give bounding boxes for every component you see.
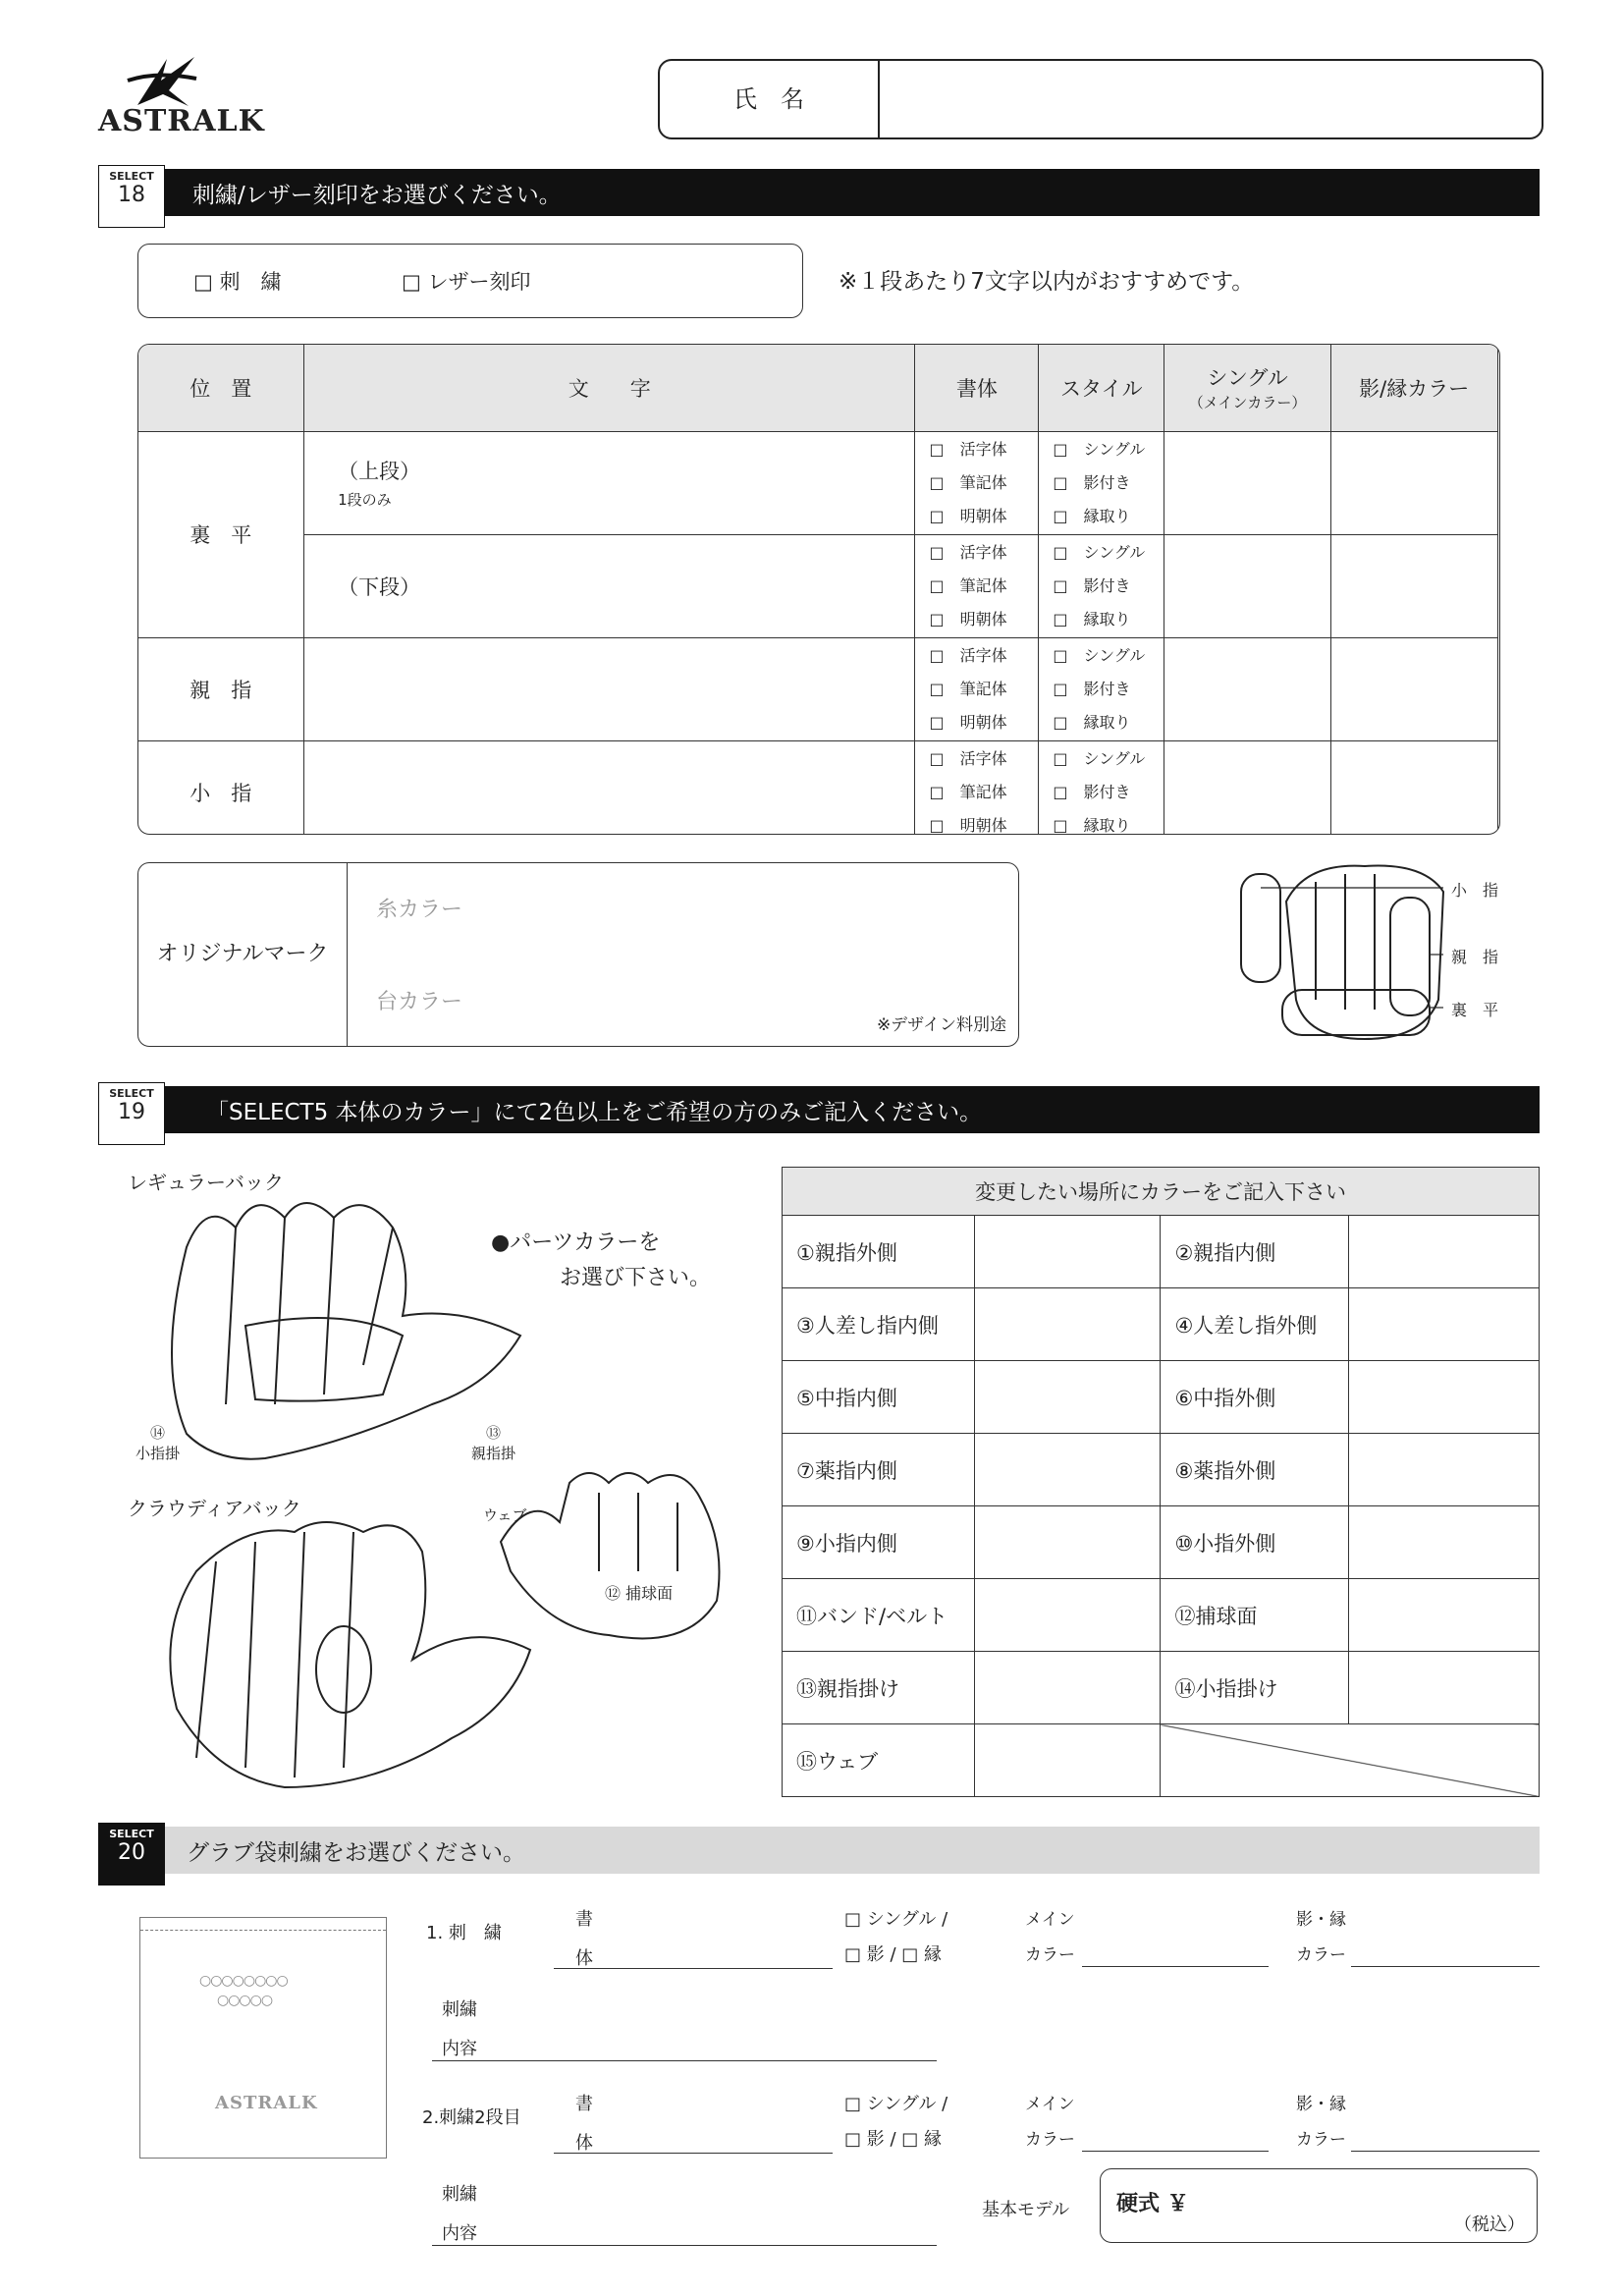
diagram-label-urahira: 裏 平 bbox=[1451, 1001, 1499, 1019]
style-check[interactable]: □ 影付き bbox=[1053, 782, 1131, 801]
shadow-label-2a: 影・縁 bbox=[1296, 2095, 1346, 2114]
style-check[interactable]: □ シングル bbox=[1053, 748, 1146, 768]
diagram-label-oyayubi: 親 指 bbox=[1451, 948, 1499, 966]
glove-bag bbox=[139, 1917, 387, 2159]
single-color-cell[interactable] bbox=[1164, 431, 1331, 534]
tag-number: 20 bbox=[118, 1840, 145, 1865]
single-color-cell[interactable] bbox=[1164, 740, 1331, 835]
color-input[interactable] bbox=[1349, 1361, 1540, 1434]
brand-logo bbox=[98, 51, 265, 138]
original-mark-label: オリジナルマーク bbox=[138, 863, 348, 1046]
single-option-1[interactable]: □ シングル / bbox=[844, 1909, 948, 1930]
empty-cell bbox=[1161, 1724, 1540, 1797]
style-check[interactable]: □ 影付き bbox=[1053, 472, 1131, 492]
row-koyubi: 小 指 bbox=[137, 740, 304, 835]
shadow-label-1b: カラー bbox=[1296, 1945, 1346, 1965]
tax-label: （税込） bbox=[1454, 2214, 1525, 2235]
parts-note-2: お選び下さい。 bbox=[560, 1266, 712, 1290]
main-label-1b: カラー bbox=[1025, 1945, 1075, 1965]
cell-label: ⑦薬指内側 bbox=[783, 1434, 975, 1506]
upper-note: 1段のみ bbox=[338, 491, 392, 509]
cell-label: ⑨小指内側 bbox=[783, 1506, 975, 1579]
font-check[interactable]: □ 明朝体 bbox=[929, 712, 1007, 732]
bag-circles-1: ○○○○○○○○ bbox=[199, 1973, 288, 1989]
font-check[interactable]: □ 活字体 bbox=[929, 542, 1007, 562]
tag-select-label: SELECT bbox=[109, 1087, 154, 1100]
style-checks[interactable] bbox=[1039, 740, 1164, 835]
select19-bar bbox=[98, 1086, 1540, 1133]
col-single bbox=[1164, 344, 1331, 431]
style-check[interactable]: □ 縁取り bbox=[1053, 609, 1131, 629]
font-field-1[interactable] bbox=[554, 1905, 833, 1969]
select18-title: 刺繍/レザー刻印をお選びください。 bbox=[192, 182, 562, 208]
cell-label: ⑥中指外側 bbox=[1161, 1361, 1349, 1434]
content-field-2[interactable] bbox=[432, 2180, 937, 2246]
shadow-color-cell[interactable] bbox=[1330, 740, 1497, 835]
font-check[interactable]: □ 筆記体 bbox=[929, 679, 1007, 698]
logo-mark-icon bbox=[98, 51, 236, 110]
text-koyubi[interactable] bbox=[304, 740, 915, 835]
col-font: 書体 bbox=[915, 344, 1039, 431]
row-urahira: 裏 平 bbox=[137, 431, 304, 637]
select18-tag bbox=[98, 165, 165, 228]
design-fee-note: ※デザイン料別途 bbox=[876, 1015, 1006, 1035]
row-oyayubi: 親 指 bbox=[137, 637, 304, 740]
cell-label: ③人差し指内側 bbox=[783, 1288, 975, 1361]
main-label-1a: メイン bbox=[1025, 1910, 1075, 1930]
original-mark-box bbox=[137, 862, 1019, 1047]
text-lower[interactable]: （下段） bbox=[304, 534, 915, 637]
cell-label: ⑫捕球面 bbox=[1161, 1579, 1349, 1652]
shadow-label-1a: 影・縁 bbox=[1296, 1910, 1346, 1930]
main-label-2a: メイン bbox=[1025, 2095, 1075, 2114]
price-label: 硬式 ￥ bbox=[1116, 2192, 1189, 2216]
single-color-cell[interactable] bbox=[1164, 534, 1331, 637]
koyubikake-label: ⑭ 小指掛 bbox=[135, 1424, 181, 1462]
tag-select-label: SELECT bbox=[109, 1828, 154, 1840]
brand-name: ASTRALK bbox=[98, 104, 265, 138]
font-checks[interactable] bbox=[915, 534, 1039, 637]
style-check[interactable]: □ 縁取り bbox=[1053, 506, 1131, 525]
main-color-field-2[interactable] bbox=[1082, 2123, 1269, 2152]
font-check[interactable]: □ 筆記体 bbox=[929, 575, 1007, 595]
cell-label: ④人差し指外側 bbox=[1161, 1288, 1349, 1361]
select19-title: 「SELECT5 本体のカラー」にて2色以上をご希望の方のみご記入ください。 bbox=[206, 1099, 983, 1125]
style-check[interactable]: □ 縁取り bbox=[1053, 712, 1131, 732]
shadow-color-cell[interactable] bbox=[1330, 534, 1497, 637]
name-label: 氏 名 bbox=[660, 61, 880, 137]
single-label: シングル bbox=[1207, 366, 1288, 390]
style-checks[interactable] bbox=[1039, 431, 1164, 534]
tag-number: 19 bbox=[118, 1100, 145, 1124]
style-check[interactable]: □ シングル bbox=[1053, 645, 1146, 665]
price-box[interactable] bbox=[1100, 2168, 1538, 2243]
font-checks[interactable] bbox=[915, 740, 1039, 835]
style-check[interactable]: □ 縁取り bbox=[1053, 815, 1131, 835]
line1-label: 1. 刺 繍 bbox=[426, 1923, 502, 1943]
style-check[interactable]: □ シングル bbox=[1053, 542, 1146, 562]
color-input[interactable] bbox=[1349, 1434, 1540, 1506]
cell-label: ⑬親指掛け bbox=[783, 1652, 975, 1724]
tag-select-label: SELECT bbox=[109, 170, 154, 183]
pocket-label: ⑫ 捕球面 bbox=[605, 1584, 674, 1603]
font-label-a: 書 bbox=[575, 1909, 593, 1930]
text-upper[interactable] bbox=[304, 431, 915, 534]
col-style: スタイル bbox=[1039, 344, 1164, 431]
style-check[interactable]: □ 影付き bbox=[1053, 679, 1131, 698]
style-check[interactable]: □ シングル bbox=[1053, 439, 1146, 459]
main-label-2b: カラー bbox=[1025, 2130, 1075, 2150]
embroidery-type-box bbox=[137, 244, 803, 318]
style-checks[interactable] bbox=[1039, 637, 1164, 740]
embroidery-table bbox=[137, 344, 1500, 835]
font-check[interactable]: □ 活字体 bbox=[929, 748, 1007, 768]
cell-label: ⑪バンド/ベルト bbox=[783, 1579, 975, 1652]
font-label-a: 書 bbox=[575, 2094, 593, 2114]
color-input[interactable] bbox=[1349, 1652, 1540, 1724]
select20-bar bbox=[98, 1827, 1540, 1874]
col-position: 位 置 bbox=[137, 344, 304, 431]
name-input[interactable] bbox=[880, 61, 1538, 137]
color-input[interactable] bbox=[1349, 1216, 1540, 1288]
thread-color-field[interactable]: 糸カラー bbox=[376, 898, 463, 922]
select20-title: グラブ袋刺繍をお選びください。 bbox=[187, 1839, 525, 1866]
color-input[interactable] bbox=[974, 1216, 1161, 1288]
main-color-field-1[interactable] bbox=[1082, 1939, 1269, 1967]
text-oyayubi[interactable] bbox=[304, 637, 915, 740]
shadow-color-cell[interactable] bbox=[1330, 431, 1497, 534]
parts-note-1: ●パーツカラーを bbox=[491, 1230, 661, 1255]
color-input[interactable] bbox=[974, 1506, 1161, 1579]
content-label-b: 内容 bbox=[442, 2039, 477, 2059]
font-checks[interactable] bbox=[915, 431, 1039, 534]
content-field-1[interactable] bbox=[432, 1995, 937, 2061]
cell-label: ⑤中指内側 bbox=[783, 1361, 975, 1434]
font-check[interactable]: □ 明朝体 bbox=[929, 815, 1007, 835]
shadow-option-1[interactable]: □ 影 / □ 縁 bbox=[844, 1944, 942, 1965]
font-check[interactable]: □ 活字体 bbox=[929, 645, 1007, 665]
font-check[interactable]: □ 活字体 bbox=[929, 439, 1007, 459]
color-table bbox=[782, 1167, 1540, 1797]
color-input[interactable] bbox=[1349, 1579, 1540, 1652]
upper-label: （上段） bbox=[338, 460, 421, 483]
color-input[interactable] bbox=[974, 1288, 1161, 1361]
col-text: 文 字 bbox=[304, 344, 915, 431]
single-option-2[interactable]: □ シングル / bbox=[844, 2094, 948, 2114]
laser-option[interactable]: □ レザー刻印 bbox=[402, 270, 531, 294]
font-label-b: 体 bbox=[575, 1948, 593, 1969]
font-label-b: 体 bbox=[575, 2133, 593, 2154]
bag-logo: ASTRALK bbox=[215, 2093, 318, 2113]
single-color-cell[interactable] bbox=[1164, 637, 1331, 740]
shadow-option-2[interactable]: □ 影 / □ 縁 bbox=[844, 2129, 942, 2150]
diagram-label-koyubi: 小 指 bbox=[1451, 881, 1499, 900]
select20-tag bbox=[98, 1823, 165, 1886]
name-box bbox=[658, 59, 1543, 139]
shadow-color-cell[interactable] bbox=[1330, 637, 1497, 740]
shadow-label-2b: カラー bbox=[1296, 2130, 1346, 2150]
cell-label: ②親指内側 bbox=[1161, 1216, 1349, 1288]
color-input[interactable] bbox=[974, 1361, 1161, 1434]
font-check[interactable]: □ 明朝体 bbox=[929, 506, 1007, 525]
color-table-header: 変更したい場所にカラーをご記入下さい bbox=[783, 1168, 1540, 1216]
cell-label: ①親指外側 bbox=[783, 1216, 975, 1288]
cell-label: ⑮ウェブ bbox=[783, 1724, 975, 1797]
select19-tag bbox=[98, 1082, 165, 1145]
select18-bar bbox=[98, 169, 1540, 216]
color-input[interactable] bbox=[1349, 1506, 1540, 1579]
shadow-color-field-1[interactable] bbox=[1351, 1939, 1540, 1967]
embroidery-option[interactable]: □ 刺 繍 bbox=[193, 270, 282, 294]
content-label-b: 内容 bbox=[442, 2223, 477, 2244]
cell-label: ⑩小指外側 bbox=[1161, 1506, 1349, 1579]
line2-label: 2.刺繍2段目 bbox=[422, 2107, 521, 2128]
claudia-back-label: クラウディアバック bbox=[128, 1497, 301, 1520]
font-field-2[interactable] bbox=[554, 2090, 833, 2154]
font-check[interactable]: □ 明朝体 bbox=[929, 609, 1007, 629]
style-check[interactable]: □ 影付き bbox=[1053, 575, 1131, 595]
base-model-label: 基本モデル bbox=[982, 2200, 1070, 2220]
color-input[interactable] bbox=[974, 1579, 1161, 1652]
content-label-a: 刺繍 bbox=[442, 2184, 477, 2205]
color-input[interactable] bbox=[974, 1724, 1161, 1797]
oyayubikake-label: ⑬ 親指掛 bbox=[471, 1424, 516, 1462]
web-label: ウェブ bbox=[483, 1506, 527, 1524]
regular-back-label: レギュラーバック bbox=[128, 1171, 284, 1194]
color-input[interactable] bbox=[974, 1652, 1161, 1724]
shadow-color-field-2[interactable] bbox=[1351, 2123, 1540, 2152]
font-checks[interactable] bbox=[915, 637, 1039, 740]
single-sub-label: （メインカラー） bbox=[1188, 394, 1307, 411]
color-input[interactable] bbox=[1349, 1288, 1540, 1361]
font-check[interactable]: □ 筆記体 bbox=[929, 472, 1007, 492]
bag-circles-2: ○○○○○ bbox=[217, 1993, 273, 2008]
color-input[interactable] bbox=[974, 1434, 1161, 1506]
content-label-a: 刺繍 bbox=[442, 1999, 477, 2020]
base-color-field[interactable]: 台カラー bbox=[376, 990, 463, 1014]
col-shadow: 影/縁カラー bbox=[1330, 344, 1497, 431]
pocket-glove-icon bbox=[491, 1463, 736, 1650]
style-checks[interactable] bbox=[1039, 534, 1164, 637]
cell-label: ⑭小指掛け bbox=[1161, 1652, 1349, 1724]
cell-label: ⑧薬指外側 bbox=[1161, 1434, 1349, 1506]
font-check[interactable]: □ 筆記体 bbox=[929, 782, 1007, 801]
tag-number: 18 bbox=[118, 183, 145, 207]
chars-note: ※１段あたり7文字以内がおすすめです。 bbox=[839, 269, 1255, 295]
